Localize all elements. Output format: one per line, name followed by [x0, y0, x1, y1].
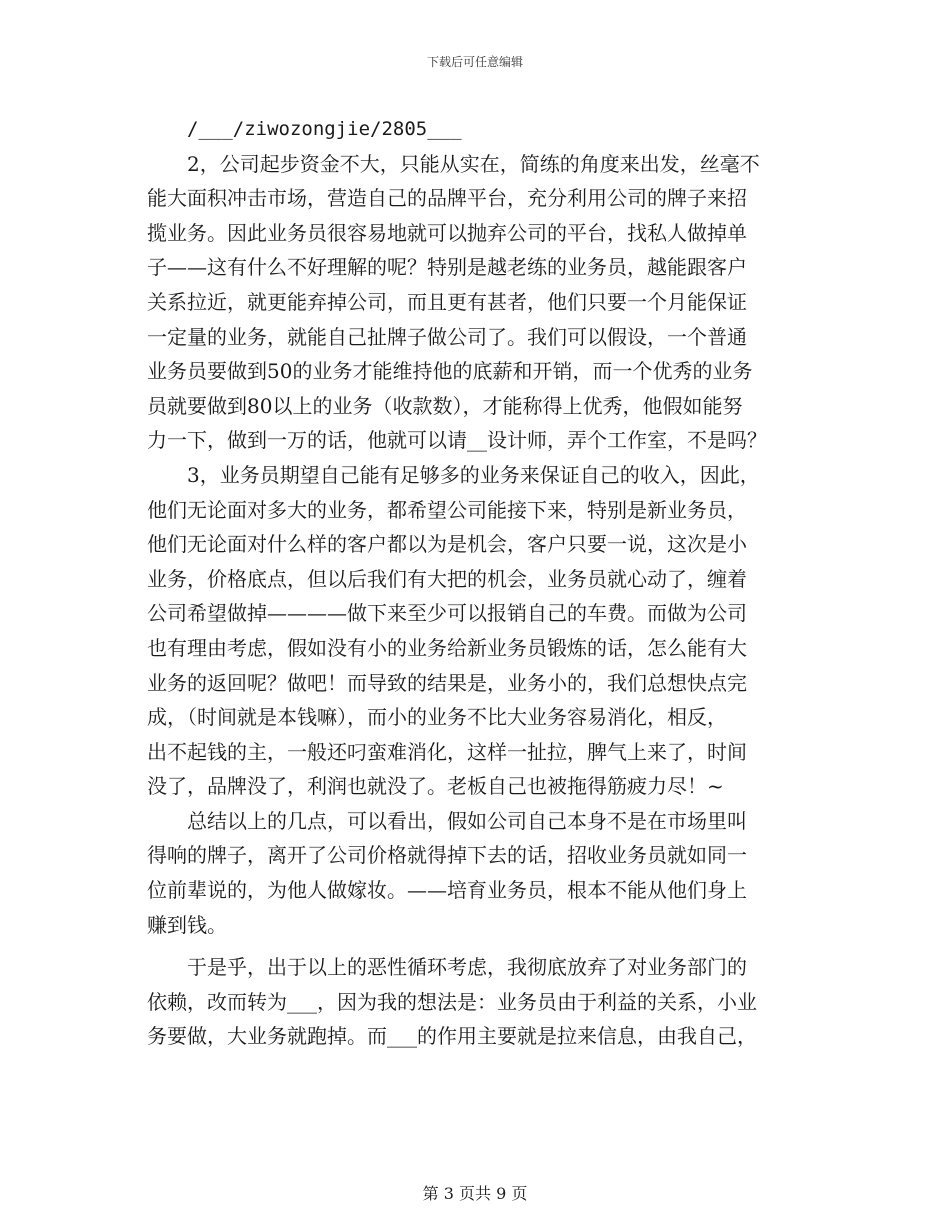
text-line: 他们无论面对多大的业务，都希望公司能接下来，特别是新业务员， — [147, 497, 747, 522]
text-line: 于是乎，出于以上的恶性循环考虑，我彻底放弃了对业务部门的 — [187, 955, 747, 980]
text-line: 务要做，大业务就跑掉。而___的作用主要就是拉来信息，由我自己， — [147, 1024, 757, 1049]
document-body — [147, 112, 807, 1054]
text-line: 业务，价格底点，但以后我们有大把的机会，业务员就心动了，缠着 — [147, 566, 747, 591]
text-line: 子——这有什么不好理解的呢？特别是越老练的业务员，越能跟客户 — [147, 255, 747, 280]
text-line: 2，公司起步资金不大，只能从实在，简练的角度来出发，丝毫不 — [187, 151, 760, 176]
text-line: 员就要做到80以上的业务（收款数），才能称得上优秀，他假如能努 — [147, 393, 743, 418]
text-line: 依赖，改而转为___，因为我的想法是：业务员由于利益的关系，小业 — [147, 989, 757, 1014]
text-line: 没了，品牌没了，利润也就没了。老板自己也被拖得筋疲力尽！~ — [147, 774, 724, 799]
paragraph-conclusion — [147, 950, 807, 1054]
page-header: 下载后可任意编辑 — [426, 55, 523, 69]
text-line: 出不起钱的主，一般还叼蛮难消化，这样一扯拉，脾气上来了，时间 — [147, 739, 747, 764]
text-line: 业务的返回呢？做吧！而导致的结果是，业务小的，我们总想快点完 — [147, 670, 747, 695]
page-number-footer: 第 3 页共 9 页 — [422, 1184, 528, 1203]
text-line: 关系拉近，就更能弃掉公司，而且更有甚者，他们只要一个月能保证 — [147, 289, 747, 314]
text-line: 他们无论面对什么样的客户都以为是机会，客户只要一说，这次是小 — [147, 532, 747, 557]
text-line: 揽业务。因此业务员很容易地就可以抛弃公司的平台，找私人做掉单 — [147, 220, 747, 245]
text-line: 能大面积冲击市场，营造自己的品牌平台，充分利用公司的牌子来招 — [147, 186, 747, 211]
text-line: 公司希望做掉————做下来至少可以报销自己的车费。而做为公司 — [147, 601, 747, 626]
text-line: 3，业务员期望自己能有足够多的业务来保证自己的收入，因此， — [187, 462, 760, 487]
text-line: 成，（时间就是本钱嘛），而小的业务不比大业务容易消化，相反， — [147, 705, 727, 730]
text-line: 业务员要做到50的业务才能维持他的底薪和开销，而一个优秀的业务 — [147, 359, 753, 384]
text-line: 总结以上的几点，可以看出，假如公司自己本身不是在市场里叫 — [187, 808, 747, 833]
text-line: 位前辈说的，为他人做嫁妆。——培育业务员，根本不能从他们身上 — [147, 878, 747, 903]
paragraph-gap — [147, 942, 807, 950]
text-line: 赚到钱。 — [147, 912, 227, 937]
url-line: /___/ziwozongjie/2805___ — [187, 118, 462, 140]
paragraph-2 — [147, 147, 807, 458]
paragraph-3 — [147, 458, 807, 804]
text-line: 一定量的业务，就能自己扯牌子做公司了。我们可以假设，一个普通 — [147, 324, 747, 349]
text-line: 力一下，做到一万的话，他就可以请__设计师，弄个工作室，不是吗？ — [147, 428, 767, 453]
text-line: 也有理由考虑，假如没有小的业务给新业务员锻炼的话，怎么能有大 — [147, 635, 747, 660]
text-line: 得响的牌子，离开了公司价格就得掉下去的话，招收业务员就如同一 — [147, 843, 747, 868]
paragraph-summary — [147, 804, 807, 942]
